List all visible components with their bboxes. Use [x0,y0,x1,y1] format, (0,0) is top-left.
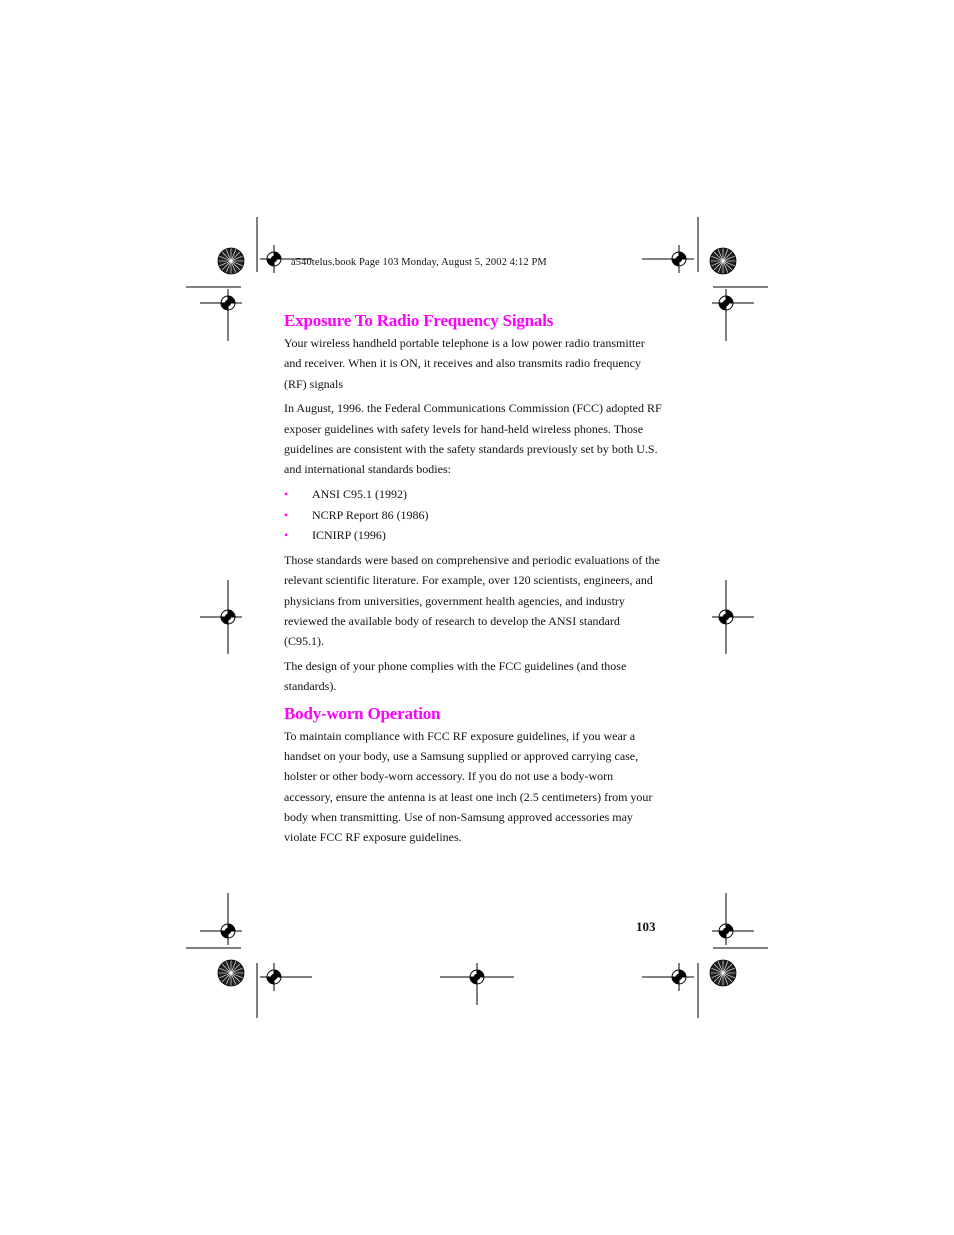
list-item: • ANSI C95.1 (1992) [284,484,662,504]
bullet-icon: • [284,507,289,522]
paragraph: Those standards were based on comprehensive and periodic evaluations of the relevant scientific literature. For example, over 120 scientists, engineers, and physicians from universities, government health agencies, and industry reviewed the available body of research to develop the ANSI standard (C95.1). [284,553,660,649]
bullet-icon: • [284,528,289,543]
page-number: 103 [636,919,656,934]
page-content [284,310,662,848]
paragraph: In August, 1996. the Federal Communications Commission (FCC) adopted RF exposer guidelines with safety levels for hand-held wireless phones. Those guidelines are consistent with the safety standards previously set by both U.S. and international standards bodies: [284,401,662,477]
bullet-icon: • [284,487,289,502]
list-item: • ICNIRP (1996) [284,525,662,545]
file-info-header: a540telus.book Page 103 Monday, August 5, 2002 4:12 PM [291,257,547,268]
paragraph: The design of your phone complies with the FCC guidelines (and those standards). [284,659,627,694]
list-item: • NCRP Report 86 (1986) [284,505,662,525]
paragraph: Your wireless handheld portable telephone is a low power radio transmitter and receiver. When it is ON, it receives and also transmits radio frequency (RF) signals [284,336,645,391]
standards-list [284,484,662,545]
paragraph: To maintain compliance with FCC RF exposure guidelines, if you wear a handset on your body, use a Samsung supplied or approved carrying case, holster or other body-worn accessory. If you do not use a body-worn accessory, ensure the antenna is at least one inch (2.5 centimeters) from your body when transmitting. Use of non-Samsung approved accessories may violate FCC RF exposure guidelines. [284,728,653,845]
section-heading-body-worn: Body-worn Operation [284,703,441,723]
section-heading-rf-exposure: Exposure To Radio Frequency Signals [284,311,554,330]
